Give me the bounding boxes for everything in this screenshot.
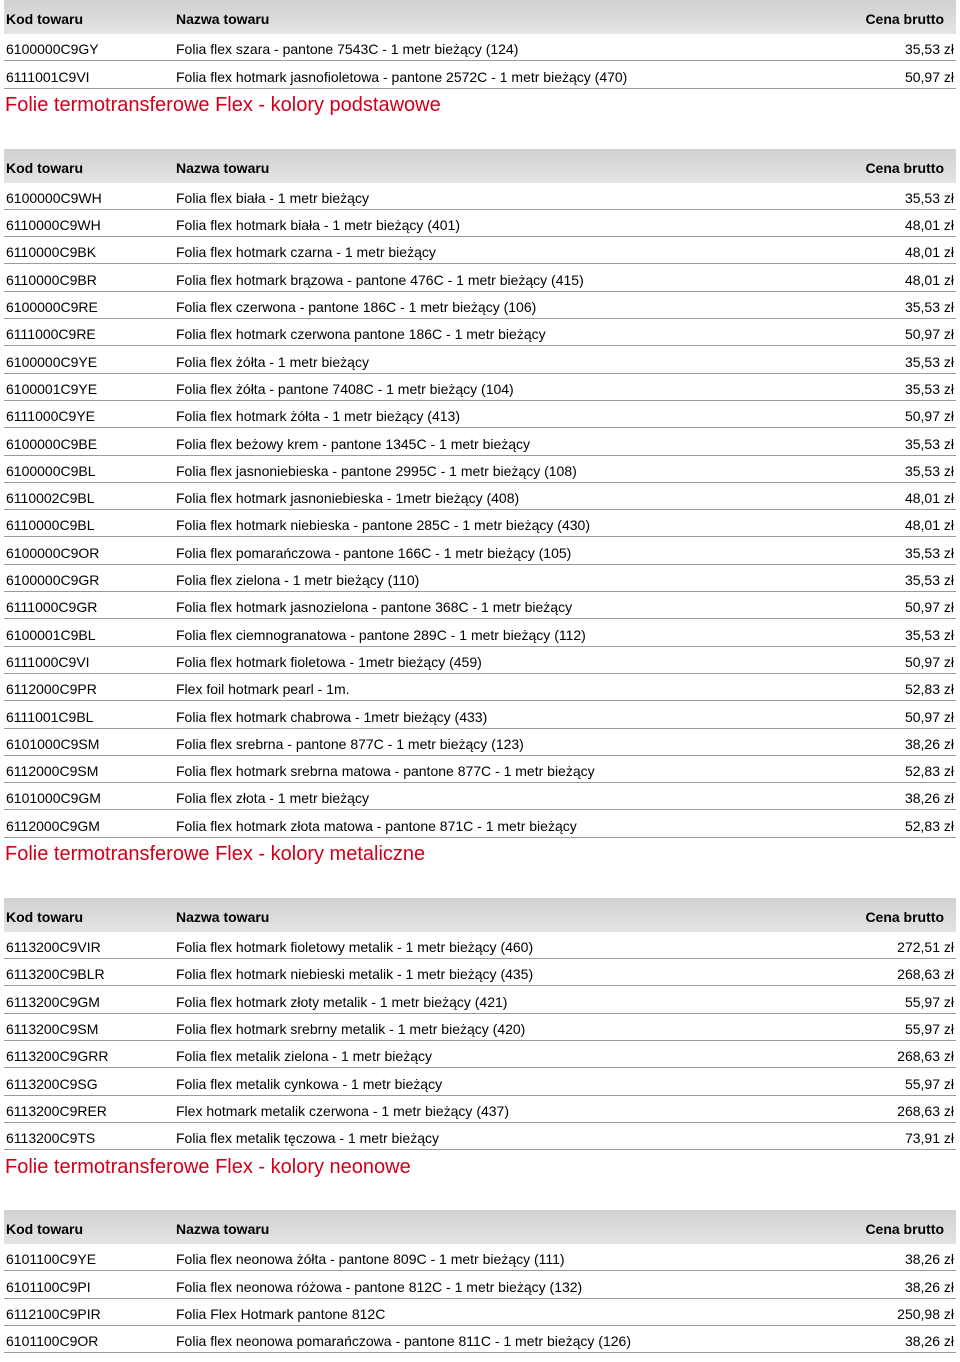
product-code: 6113200C9BLR [6,966,105,983]
product-name: Folia flex hotmark złoty metalik - 1 metr bieżący (421) [176,993,508,1010]
product-name: Folia flex biała - 1 metr bieżący [176,189,369,206]
product-code: 6100000C9YE [6,353,98,370]
product-name: Folia flex metalik zielona - 1 metr bieżący [176,1048,432,1065]
product-code: 6110000C9WH [6,217,101,234]
product-code: 6113200C9RER [6,1102,107,1119]
header-price: Cena brutto [865,1221,944,1238]
product-name: Folia flex hotmark żółta - 1 metr bieżący (413) [176,408,460,425]
product-price: 55,97 zł [904,1020,954,1037]
product-name: Folia flex ciemnogranatowa - pantone 289C - 1 metr bieżący (112) [176,626,586,643]
product-code: 6113200C9GM [6,993,100,1010]
product-name: Folia flex hotmark jasnoniebieska - 1metr bieżący (408) [176,490,520,507]
table-row [4,959,956,986]
table-header [4,149,956,183]
product-name: Folia flex zielona - 1 metr bieżący (110) [176,572,420,589]
product-name: Folia flex hotmark niebieska - pantone 285C - 1 metr bieżący (430) [176,517,590,534]
product-price: 35,53 zł [904,353,954,370]
product-name: Flex hotmark metalik czerwona - 1 metr bieżący (437) [176,1102,509,1119]
product-name: Folia flex hotmark fioletowy metalik - 1 metr bieżący (460) [176,939,534,956]
table-row [4,292,956,319]
product-price: 38,26 zł [904,1333,954,1350]
product-code: 6113200C9SG [6,1075,98,1092]
table-row [4,1068,956,1095]
product-code: 6110000C9BR [6,271,97,288]
product-price: 48,01 zł [904,271,954,288]
product-code: 6100000C9BL [6,462,96,479]
product-code: 6111000C9YE [6,408,95,425]
product-name: Folia flex hotmark jasnozielona - pantone 368C - 1 metr bieżący [176,599,573,616]
product-price: 50,97 zł [904,408,954,425]
product-price: 35,53 zł [904,189,954,206]
table-row [4,61,956,88]
product-code: 6100000C9GY [6,41,99,58]
product-price: 52,83 zł [904,681,954,698]
table-row [4,1326,956,1353]
product-name: Folia flex czerwona - pantone 186C - 1 metr bieżący (106) [176,299,537,316]
product-price: 272,51 zł [897,939,954,956]
product-code: 6111001C9VI [6,68,90,85]
product-price: 38,26 zł [904,735,954,752]
table-row [4,932,956,959]
product-name: Folia flex srebrna - pantone 877C - 1 metr bieżący (123) [176,735,524,752]
product-code: 6112000C9GM [6,817,100,834]
table-row [4,374,956,401]
product-price: 52,83 zł [904,817,954,834]
product-price: 38,26 zł [904,1251,954,1268]
product-price: 50,97 zł [904,326,954,343]
header-price: Cena brutto [865,159,944,176]
table-row [4,1041,956,1068]
product-name: Folia flex metalik tęczowa - 1 metr bieżący [176,1130,439,1147]
product-code: 6110000C9BK [6,244,97,261]
section-title: Folie termotransferowe Flex - kolory neonowe [5,1155,411,1178]
product-price: 268,63 zł [897,1048,954,1065]
product-name: Folia flex hotmark biała - 1 metr bieżący (401) [176,217,460,234]
table-row [4,456,956,483]
product-price: 268,63 zł [897,1102,954,1119]
product-code: 6112100C9PIR [6,1305,101,1322]
section-title: Folie termotransferowe Flex - kolory podstawowe [5,94,441,117]
product-price: 52,83 zł [904,763,954,780]
product-name: Folia flex neonowa żółta - pantone 809C - 1 metr bieżący (111) [176,1251,565,1268]
product-code: 6111000C9RE [6,326,96,343]
header-price: Cena brutto [865,908,944,925]
table-row [4,319,956,346]
table-row [4,237,956,264]
product-code: 6100000C9WH [6,189,102,206]
product-code: 6101100C9PI [6,1278,91,1295]
header-name: Nazwa towaru [176,908,270,925]
product-price: 48,01 zł [904,517,954,534]
product-code: 6101100C9OR [6,1333,99,1350]
table-row [4,619,956,646]
product-name: Folia flex metalik cynkowa - 1 metr bieżący [176,1075,443,1092]
product-name: Folia flex pomarańczowa - pantone 166C - 1 metr bieżący (105) [176,544,572,561]
product-code: 6112000C9SM [6,763,99,780]
table-row [4,674,956,701]
product-price: 50,97 zł [904,653,954,670]
table-row [4,647,956,674]
product-price: 38,26 zł [904,790,954,807]
table-row [4,1096,956,1123]
product-name: Folia flex hotmark jasnofioletowa - pantone 2572C - 1 metr bieżący (470) [176,68,628,85]
product-price: 55,97 zł [904,1075,954,1092]
product-price: 35,53 zł [904,380,954,397]
table-row [4,1299,956,1326]
product-price: 268,63 zł [897,966,954,983]
product-code: 6101000C9GM [6,790,101,807]
product-price: 38,26 zł [904,1278,954,1295]
product-price: 48,01 zł [904,244,954,261]
product-price: 50,97 zł [904,68,954,85]
product-name: Folia flex żółta - pantone 7408C - 1 metr bieżący (104) [176,380,514,397]
product-name: Folia flex złota - 1 metr bieżący [176,790,369,807]
header-name: Nazwa towaru [176,1221,270,1238]
table-row [4,1123,956,1150]
product-name: Folia flex hotmark chabrowa - 1metr bieżący (433) [176,708,488,725]
header-code: Kod towaru [6,1221,83,1238]
table-row [4,401,956,428]
header-code: Kod towaru [6,159,83,176]
table-row [4,729,956,756]
product-code: 6100000C9GR [6,572,100,589]
table-row [4,565,956,592]
product-code: 6113200C9SM [6,1020,99,1037]
section-title: Folie termotransferowe Flex - kolory metaliczne [5,843,426,866]
table-row [4,1271,956,1298]
header-price: Cena brutto [865,11,944,27]
product-price: 50,97 zł [904,599,954,616]
product-name: Folia flex szara - pantone 7543C - 1 metr bieżący (124) [176,41,519,58]
product-code: 6100001C9YE [6,380,98,397]
product-code: 6113200C9GRR [6,1048,109,1065]
product-price: 35,53 zł [904,626,954,643]
product-name: Folia Flex Hotmark pantone 812C [176,1305,386,1322]
table-row [4,1014,956,1041]
product-name: Folia flex hotmark srebrny metalik - 1 metr bieżący (420) [176,1020,526,1037]
table-row [4,1244,956,1271]
product-name: Folia flex hotmark fioletowa - 1metr bieżący (459) [176,653,482,670]
table-header [4,1210,956,1244]
product-name: Folia flex neonowa różowa - pantone 812C - 1 metr bieżący (132) [176,1278,583,1295]
product-price: 48,01 zł [904,217,954,234]
product-price: 35,53 zł [904,572,954,589]
product-code: 6111000C9GR [6,599,98,616]
product-name: Folia flex hotmark złota matowa - pantone 871C - 1 metr bieżący [176,817,577,834]
product-price: 35,53 zł [904,435,954,452]
table-header [4,0,956,34]
product-price: 55,97 zł [904,993,954,1010]
product-price: 35,53 zł [904,299,954,316]
table-row [4,592,956,619]
table-row [4,783,956,810]
product-price: 35,53 zł [904,41,954,58]
product-name: Flex foil hotmark pearl - 1m. [176,681,350,698]
product-price: 250,98 zł [897,1305,954,1322]
section-gap [4,123,956,149]
product-name: Folia flex jasnoniebieska - pantone 2995C - 1 metr bieżący (108) [176,462,577,479]
table-row [4,210,956,237]
product-price: 50,97 zł [904,708,954,725]
product-code: 6110002C9BL [6,490,95,507]
product-code: 6110000C9BL [6,517,95,534]
product-name: Folia flex hotmark srebrna matowa - pantone 877C - 1 metr bieżący [176,763,595,780]
product-code: 6101000C9SM [6,735,100,752]
header-name: Nazwa towaru [176,11,270,27]
table-row [4,810,956,837]
table-row [4,34,956,61]
table-row [4,986,956,1013]
product-code: 6113200C9TS [6,1130,96,1147]
header-code: Kod towaru [6,11,83,27]
header-name: Nazwa towaru [176,159,270,176]
product-name: Folia flex hotmark brązowa - pantone 476C - 1 metr bieżący (415) [176,271,584,288]
table-header [4,898,956,932]
table-row [4,510,956,537]
product-price: 35,53 zł [904,544,954,561]
product-code: 6111001C9BL [6,708,94,725]
product-code: 6100000C9BE [6,435,98,452]
table-row [4,183,956,210]
product-code: 6111000C9VI [6,653,90,670]
table-row [4,756,956,783]
product-code: 6100000C9RE [6,299,98,316]
product-code: 6113200C9VIR [6,939,101,956]
table-row [4,346,956,373]
header-code: Kod towaru [6,908,83,925]
section-gap [4,1184,956,1210]
product-name: Folia flex neonowa pomarańczowa - pantone 811C - 1 metr bieżący (126) [176,1333,631,1350]
table-row [4,264,956,291]
product-name: Folia flex hotmark czerwona pantone 186C - 1 metr bieżący [176,326,546,343]
product-price: 73,91 zł [904,1130,954,1147]
product-name: Folia flex hotmark niebieski metalik - 1 metr bieżący (435) [176,966,534,983]
product-name: Folia flex żółta - 1 metr bieżący [176,353,369,370]
table-row [4,428,956,455]
product-code: 6112000C9PR [6,681,97,698]
section-gap [4,872,956,898]
product-code: 6101100C9YE [6,1251,97,1268]
product-code: 6100001C9BL [6,626,96,643]
table-row [4,483,956,510]
table-row [4,701,956,728]
product-price: 48,01 zł [904,490,954,507]
product-name: Folia flex beżowy krem - pantone 1345C - 1 metr bieżący [176,435,531,452]
product-name: Folia flex hotmark czarna - 1 metr bieżący [176,244,436,261]
table-row [4,537,956,564]
product-code: 6100000C9OR [6,544,100,561]
product-price: 35,53 zł [904,462,954,479]
